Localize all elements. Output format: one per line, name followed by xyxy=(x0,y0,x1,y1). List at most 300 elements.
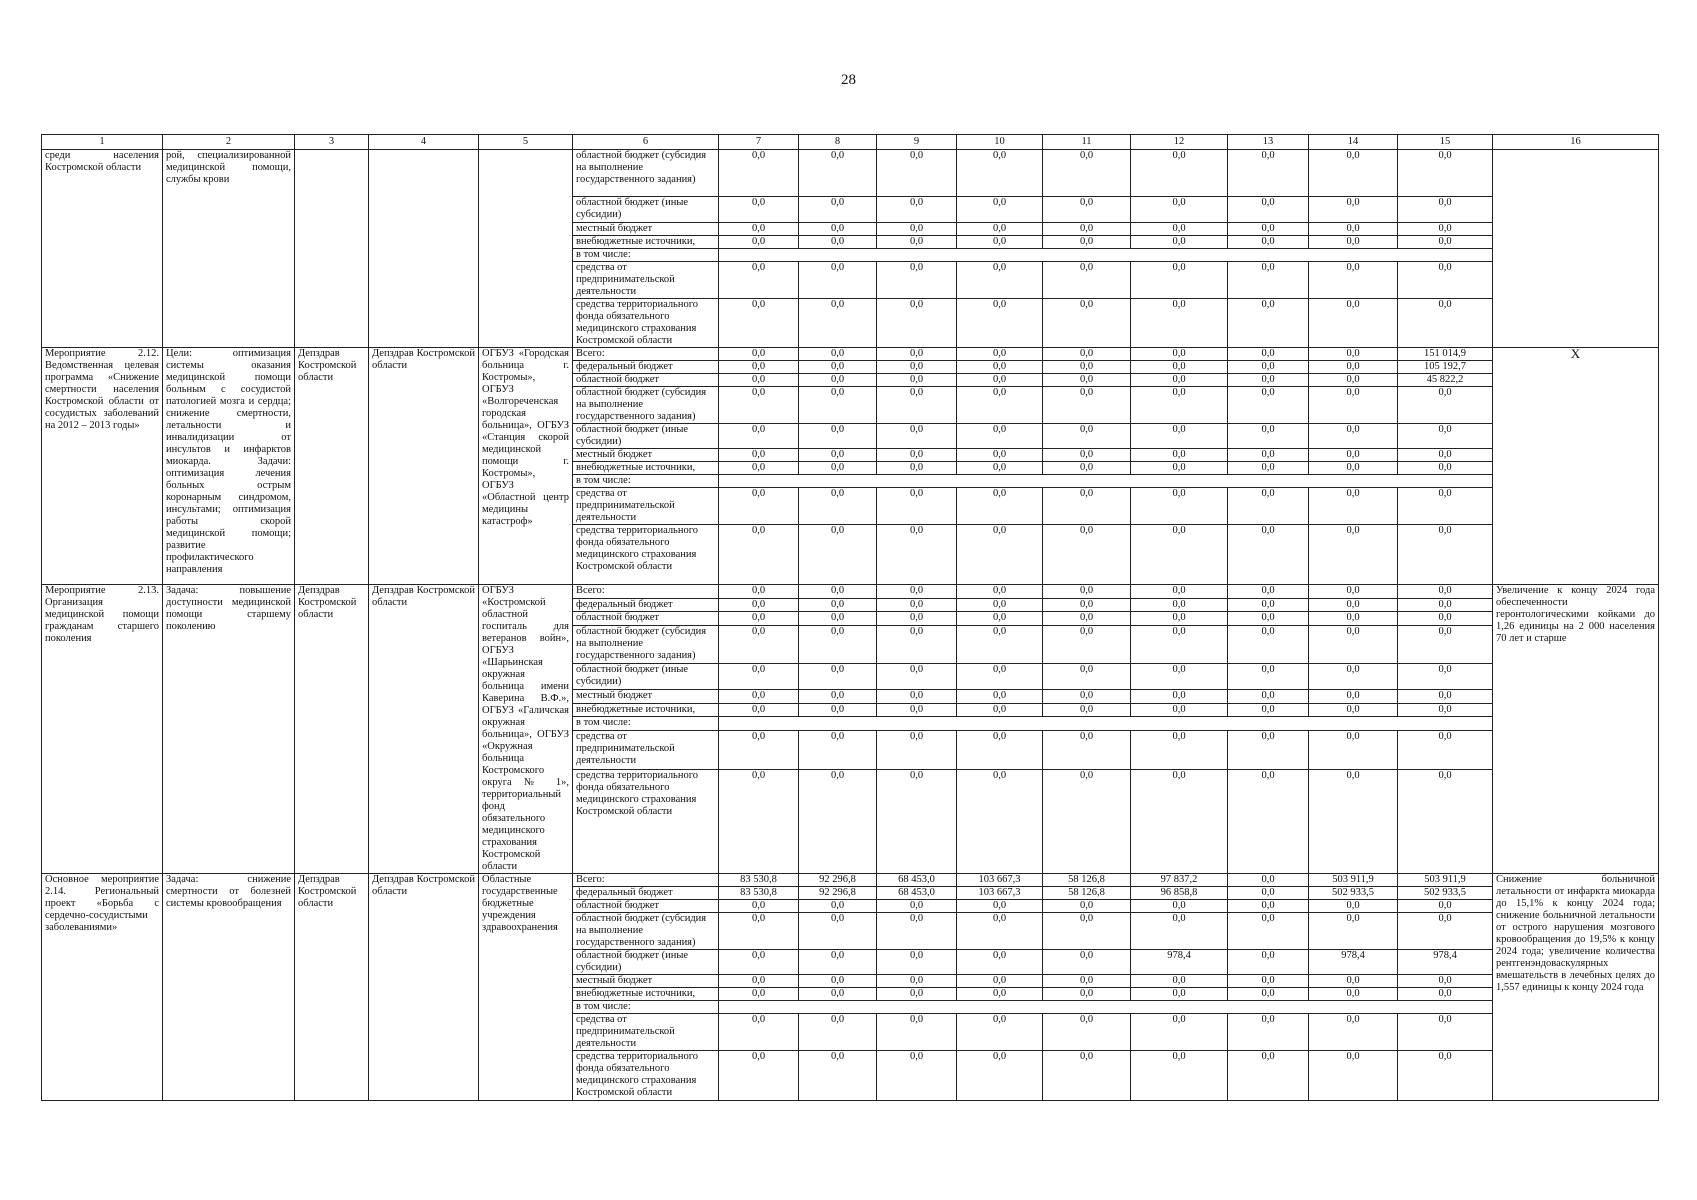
amount-cell: 0,0 xyxy=(1043,988,1131,1001)
amount-cell: 0,0 xyxy=(719,625,799,664)
column-number-4: 4 xyxy=(369,135,479,150)
column-number-8: 8 xyxy=(799,135,877,150)
amount-cell: 0,0 xyxy=(877,223,957,236)
block-col1-cell: Мероприятие 2.13. Организация медицинской помощи гражданам старшего поколения xyxy=(42,585,163,874)
block-col4-cell xyxy=(369,150,479,348)
amount-cell: 0,0 xyxy=(1043,424,1131,449)
amount-cell: 0,0 xyxy=(1043,664,1131,690)
amount-cell: 0,0 xyxy=(877,449,957,462)
amount-cell: 0,0 xyxy=(877,236,957,249)
amount-cell: 0,0 xyxy=(1228,975,1309,988)
amount-cell: 58 126,8 xyxy=(1043,887,1131,900)
amount-cell: 0,0 xyxy=(957,731,1043,770)
amount-cell: 0,0 xyxy=(799,731,877,770)
column-number-2: 2 xyxy=(163,135,295,150)
amount-cell: 0,0 xyxy=(719,703,799,717)
amount-cell: 0,0 xyxy=(877,769,957,873)
funding-source-cell: областной бюджет xyxy=(573,900,719,913)
amount-cell: 0,0 xyxy=(1398,236,1493,249)
amount-cell: 0,0 xyxy=(1398,462,1493,475)
amount-cell: 0,0 xyxy=(719,299,799,348)
amount-cell: 0,0 xyxy=(719,262,799,299)
amount-cell: 0,0 xyxy=(719,975,799,988)
amount-cell: 0,0 xyxy=(1131,462,1228,475)
amount-cell: 103 667,3 xyxy=(957,874,1043,887)
amount-cell: 0,0 xyxy=(1043,585,1131,599)
column-number-10: 10 xyxy=(957,135,1043,150)
amount-cell: 0,0 xyxy=(719,913,799,950)
amount-cell: 0,0 xyxy=(799,988,877,1001)
funding-source-cell: федеральный бюджет xyxy=(573,887,719,900)
amount-cell: 0,0 xyxy=(1228,664,1309,690)
amount-cell: 0,0 xyxy=(1131,690,1228,704)
amount-cell: 0,0 xyxy=(877,585,957,599)
amount-cell: 0,0 xyxy=(799,387,877,424)
amount-cell: 0,0 xyxy=(957,387,1043,424)
amount-cell: 0,0 xyxy=(799,950,877,975)
block-col1-cell: Мероприятие 2.12. Ведомственная целевая программа «Снижение смертности населения Костромской области от сосудистых заболеваний на 2012 – 2013 годы» xyxy=(42,348,163,585)
amount-cell: 0,0 xyxy=(1309,625,1398,664)
amount-cell: 0,0 xyxy=(1131,299,1228,348)
amount-cell: 0,0 xyxy=(1228,197,1309,223)
amount-cell: 0,0 xyxy=(1309,150,1398,197)
amount-cell: 92 296,8 xyxy=(799,887,877,900)
amount-cell: 0,0 xyxy=(1043,299,1131,348)
amount-cell: 0,0 xyxy=(1131,197,1228,223)
amount-cell: 0,0 xyxy=(1043,449,1131,462)
amount-cell: 0,0 xyxy=(799,703,877,717)
amount-cell: 0,0 xyxy=(877,299,957,348)
column-number-3: 3 xyxy=(295,135,369,150)
funding-source-cell: областной бюджет (субсидия на выполнение государственного задания) xyxy=(573,913,719,950)
block-col3-cell xyxy=(295,150,369,348)
amount-cell: 0,0 xyxy=(1043,361,1131,374)
amount-cell: 0,0 xyxy=(1131,769,1228,873)
amount-cell: 0,0 xyxy=(799,664,877,690)
amount-cell: 0,0 xyxy=(957,664,1043,690)
amount-cell: 0,0 xyxy=(799,690,877,704)
amount-cell: 0,0 xyxy=(1398,1014,1493,1051)
funding-source-cell: Всего: xyxy=(573,874,719,887)
amount-cell: 0,0 xyxy=(1228,1014,1309,1051)
amount-cell: 0,0 xyxy=(1398,223,1493,236)
amount-cell: 0,0 xyxy=(1309,769,1398,873)
amount-cell: 0,0 xyxy=(719,361,799,374)
amount-cell: 0,0 xyxy=(957,950,1043,975)
amount-cell: 0,0 xyxy=(1309,598,1398,612)
amount-cell: 0,0 xyxy=(1309,197,1398,223)
funding-source-cell: областной бюджет (субсидия на выполнение государственного задания) xyxy=(573,150,719,197)
amount-cell: 0,0 xyxy=(1309,262,1398,299)
block-col3-cell: Депздрав Костромской области xyxy=(295,348,369,585)
amount-cell: 0,0 xyxy=(1228,913,1309,950)
amount-cell: 58 126,8 xyxy=(1043,874,1131,887)
amount-cell: 0,0 xyxy=(1043,525,1131,585)
funding-source-cell: внебюджетные источники, xyxy=(573,236,719,249)
amount-cell: 0,0 xyxy=(1131,731,1228,770)
column-number-12: 12 xyxy=(1131,135,1228,150)
amount-cell: 0,0 xyxy=(1131,348,1228,361)
amount-cell: 0,0 xyxy=(957,690,1043,704)
amount-cell: 0,0 xyxy=(1043,690,1131,704)
column-number-11: 11 xyxy=(1043,135,1131,150)
amount-cell: 0,0 xyxy=(1228,950,1309,975)
amount-cell: 0,0 xyxy=(1043,975,1131,988)
amount-cell: 105 192,7 xyxy=(1398,361,1493,374)
amount-cell: 0,0 xyxy=(1309,449,1398,462)
amount-cell: 0,0 xyxy=(1309,900,1398,913)
funding-source-cell: областной бюджет (иные субсидии) xyxy=(573,664,719,690)
amount-cell: 0,0 xyxy=(1131,223,1228,236)
amount-cell: 0,0 xyxy=(877,262,957,299)
amount-cell: 0,0 xyxy=(719,424,799,449)
amount-cell: 0,0 xyxy=(1309,1014,1398,1051)
amount-cell: 503 911,9 xyxy=(1398,874,1493,887)
amount-cell: 0,0 xyxy=(1043,703,1131,717)
amount-cell: 0,0 xyxy=(1398,150,1493,197)
amount-cell: 0,0 xyxy=(877,612,957,626)
funding-source-cell: в том числе: xyxy=(573,717,719,731)
amount-cell: 0,0 xyxy=(719,449,799,462)
amount-cell: 0,0 xyxy=(957,703,1043,717)
amount-cell: 0,0 xyxy=(957,150,1043,197)
amount-cell: 0,0 xyxy=(719,1051,799,1101)
amount-cell: 0,0 xyxy=(1131,1051,1228,1101)
amount-cell: 0,0 xyxy=(1398,424,1493,449)
amount-cell: 0,0 xyxy=(1309,348,1398,361)
amount-cell: 0,0 xyxy=(1398,664,1493,690)
empty-values-cell xyxy=(719,1001,1493,1014)
amount-cell: 0,0 xyxy=(1228,874,1309,887)
funding-source-cell: средства от предпринимательской деятельности xyxy=(573,1014,719,1051)
block-result-cell: Х xyxy=(1493,348,1659,585)
amount-cell: 0,0 xyxy=(799,585,877,599)
amount-cell: 83 530,8 xyxy=(719,874,799,887)
amount-cell: 0,0 xyxy=(1131,975,1228,988)
empty-values-cell xyxy=(719,249,1493,262)
amount-cell: 0,0 xyxy=(957,361,1043,374)
amount-cell: 0,0 xyxy=(957,975,1043,988)
amount-cell: 0,0 xyxy=(1043,900,1131,913)
column-number-5: 5 xyxy=(479,135,573,150)
amount-cell: 0,0 xyxy=(1131,900,1228,913)
amount-cell: 0,0 xyxy=(1398,1051,1493,1101)
amount-cell: 0,0 xyxy=(1131,988,1228,1001)
amount-cell: 0,0 xyxy=(957,1014,1043,1051)
column-number-13: 13 xyxy=(1228,135,1309,150)
amount-cell: 0,0 xyxy=(1043,1014,1131,1051)
funding-source-cell: в том числе: xyxy=(573,475,719,488)
amount-cell: 0,0 xyxy=(1131,703,1228,717)
amount-cell: 0,0 xyxy=(877,374,957,387)
amount-cell: 0,0 xyxy=(877,387,957,424)
amount-cell: 0,0 xyxy=(719,585,799,599)
amount-cell: 0,0 xyxy=(877,348,957,361)
empty-values-cell xyxy=(719,717,1493,731)
amount-cell: 0,0 xyxy=(799,1014,877,1051)
column-number-14: 14 xyxy=(1309,135,1398,150)
funding-source-cell: средства территориального фонда обязательного медицинского страхования Костромской области xyxy=(573,1051,719,1101)
amount-cell: 0,0 xyxy=(1228,424,1309,449)
amount-cell: 0,0 xyxy=(1043,387,1131,424)
amount-cell: 0,0 xyxy=(1131,262,1228,299)
amount-cell: 0,0 xyxy=(1131,598,1228,612)
amount-cell: 0,0 xyxy=(957,488,1043,525)
amount-cell: 0,0 xyxy=(719,950,799,975)
amount-cell: 0,0 xyxy=(1228,703,1309,717)
amount-cell: 0,0 xyxy=(877,703,957,717)
funding-source-cell: областной бюджет (субсидия на выполнение государственного задания) xyxy=(573,387,719,424)
block-col1-cell: среди населения Костромской области xyxy=(42,150,163,348)
amount-cell: 0,0 xyxy=(1309,664,1398,690)
amount-cell: 0,0 xyxy=(1228,988,1309,1001)
amount-cell: 0,0 xyxy=(799,424,877,449)
funding-source-cell: внебюджетные источники, xyxy=(573,462,719,475)
amount-cell: 0,0 xyxy=(957,262,1043,299)
amount-cell: 0,0 xyxy=(1043,348,1131,361)
amount-cell: 68 453,0 xyxy=(877,874,957,887)
amount-cell: 0,0 xyxy=(1398,913,1493,950)
amount-cell: 0,0 xyxy=(1309,690,1398,704)
table-row xyxy=(42,874,1659,887)
amount-cell: 0,0 xyxy=(719,612,799,626)
amount-cell: 96 858,8 xyxy=(1131,887,1228,900)
funding-source-cell: Всего: xyxy=(573,348,719,361)
table-row xyxy=(42,585,1659,599)
amount-cell: 0,0 xyxy=(1043,223,1131,236)
block-col1-cell: Основное мероприятие 2.14. Региональный проект «Борьба с сердечно-сосудистыми заболеваниями» xyxy=(42,874,163,1101)
column-number-row xyxy=(42,135,1659,150)
amount-cell: 0,0 xyxy=(1309,975,1398,988)
amount-cell: 0,0 xyxy=(957,769,1043,873)
amount-cell: 0,0 xyxy=(877,361,957,374)
funding-source-cell: средства территориального фонда обязательного медицинского страхования Костромской области xyxy=(573,769,719,873)
amount-cell: 0,0 xyxy=(1398,299,1493,348)
amount-cell: 0,0 xyxy=(877,1014,957,1051)
funding-source-cell: местный бюджет xyxy=(573,449,719,462)
amount-cell: 0,0 xyxy=(1043,488,1131,525)
amount-cell: 0,0 xyxy=(957,913,1043,950)
amount-cell: 0,0 xyxy=(719,488,799,525)
amount-cell: 0,0 xyxy=(957,299,1043,348)
amount-cell: 0,0 xyxy=(957,348,1043,361)
amount-cell: 0,0 xyxy=(799,361,877,374)
funding-source-cell: областной бюджет xyxy=(573,612,719,626)
amount-cell: 0,0 xyxy=(1043,462,1131,475)
amount-cell: 0,0 xyxy=(1131,488,1228,525)
amount-cell: 0,0 xyxy=(877,988,957,1001)
amount-cell: 0,0 xyxy=(957,988,1043,1001)
amount-cell: 978,4 xyxy=(1309,950,1398,975)
amount-cell: 0,0 xyxy=(957,424,1043,449)
amount-cell: 0,0 xyxy=(719,731,799,770)
amount-cell: 0,0 xyxy=(1309,525,1398,585)
amount-cell: 0,0 xyxy=(1398,488,1493,525)
amount-cell: 0,0 xyxy=(799,488,877,525)
amount-cell: 0,0 xyxy=(1043,950,1131,975)
amount-cell: 0,0 xyxy=(1228,348,1309,361)
page-number: 28 xyxy=(841,72,856,88)
amount-cell: 0,0 xyxy=(1228,462,1309,475)
amount-cell: 0,0 xyxy=(799,769,877,873)
amount-cell: 0,0 xyxy=(1228,387,1309,424)
amount-cell: 0,0 xyxy=(1309,731,1398,770)
amount-cell: 0,0 xyxy=(1228,150,1309,197)
amount-cell: 0,0 xyxy=(1309,361,1398,374)
amount-cell: 0,0 xyxy=(1043,612,1131,626)
amount-cell: 0,0 xyxy=(1228,262,1309,299)
block-col4-cell: Депздрав Костромской области xyxy=(369,348,479,585)
amount-cell: 0,0 xyxy=(719,525,799,585)
amount-cell: 0,0 xyxy=(877,197,957,223)
amount-cell: 0,0 xyxy=(1398,598,1493,612)
amount-cell: 0,0 xyxy=(719,223,799,236)
amount-cell: 0,0 xyxy=(1131,424,1228,449)
amount-cell: 0,0 xyxy=(957,449,1043,462)
amount-cell: 0,0 xyxy=(1398,262,1493,299)
amount-cell: 0,0 xyxy=(1398,690,1493,704)
column-number-7: 7 xyxy=(719,135,799,150)
amount-cell: 0,0 xyxy=(1309,223,1398,236)
amount-cell: 978,4 xyxy=(1398,950,1493,975)
amount-cell: 0,0 xyxy=(719,348,799,361)
amount-cell: 0,0 xyxy=(1398,975,1493,988)
funding-source-cell: областной бюджет xyxy=(573,374,719,387)
amount-cell: 503 911,9 xyxy=(1309,874,1398,887)
amount-cell: 0,0 xyxy=(1309,913,1398,950)
amount-cell: 0,0 xyxy=(799,262,877,299)
block-col5-cell: Областные государственные бюджетные учреждения здравоохранения xyxy=(479,874,573,1101)
amount-cell: 0,0 xyxy=(1043,197,1131,223)
column-number-6: 6 xyxy=(573,135,719,150)
amount-cell: 0,0 xyxy=(957,598,1043,612)
funding-source-cell: средства от предпринимательской деятельности xyxy=(573,731,719,770)
amount-cell: 0,0 xyxy=(1131,612,1228,626)
amount-cell: 0,0 xyxy=(1131,585,1228,599)
amount-cell: 0,0 xyxy=(799,197,877,223)
amount-cell: 0,0 xyxy=(957,585,1043,599)
amount-cell: 0,0 xyxy=(1398,731,1493,770)
column-number-16: 16 xyxy=(1493,135,1659,150)
amount-cell: 0,0 xyxy=(719,374,799,387)
block-col5-cell: ОГБУЗ «Костромской областной госпиталь для ветеранов войн», ОГБУЗ «Шарьинская окружная больница имени Каверина В.Ф.», ОГБУЗ «Галичская окружная больница», ОГБУЗ «Окружная больница Костромского округа № 1», территориальный фонд обязательного медицинского страхования Костромской области xyxy=(479,585,573,874)
amount-cell: 0,0 xyxy=(1228,449,1309,462)
amount-cell: 0,0 xyxy=(877,664,957,690)
amount-cell: 0,0 xyxy=(1309,299,1398,348)
amount-cell: 0,0 xyxy=(1043,150,1131,197)
amount-cell: 0,0 xyxy=(1309,1051,1398,1101)
funding-source-cell: областной бюджет (иные субсидии) xyxy=(573,197,719,223)
amount-cell: 0,0 xyxy=(1228,598,1309,612)
amount-cell: 0,0 xyxy=(877,1051,957,1101)
amount-cell: 0,0 xyxy=(957,236,1043,249)
amount-cell: 0,0 xyxy=(1228,585,1309,599)
funding-source-cell: федеральный бюджет xyxy=(573,361,719,374)
amount-cell: 0,0 xyxy=(1131,150,1228,197)
amount-cell: 45 822,2 xyxy=(1398,374,1493,387)
amount-cell: 0,0 xyxy=(1043,598,1131,612)
amount-cell: 0,0 xyxy=(1131,387,1228,424)
funding-source-cell: областной бюджет (субсидия на выполнение государственного задания) xyxy=(573,625,719,664)
amount-cell: 0,0 xyxy=(1309,703,1398,717)
amount-cell: 0,0 xyxy=(799,975,877,988)
block-result-cell: Увеличение к концу 2024 года обеспеченности геронтологическими койками до 1,26 единицы на 2 000 населения 70 лет и старше xyxy=(1493,585,1659,874)
amount-cell: 0,0 xyxy=(719,236,799,249)
amount-cell: 0,0 xyxy=(719,690,799,704)
amount-cell: 0,0 xyxy=(1131,913,1228,950)
amount-cell: 92 296,8 xyxy=(799,874,877,887)
amount-cell: 0,0 xyxy=(1228,236,1309,249)
amount-cell: 0,0 xyxy=(799,900,877,913)
amount-cell: 0,0 xyxy=(799,299,877,348)
amount-cell: 0,0 xyxy=(799,1051,877,1101)
amount-cell: 0,0 xyxy=(1398,900,1493,913)
amount-cell: 0,0 xyxy=(1309,612,1398,626)
amount-cell: 0,0 xyxy=(877,598,957,612)
amount-cell: 0,0 xyxy=(1309,387,1398,424)
amount-cell: 0,0 xyxy=(1228,690,1309,704)
amount-cell: 502 933,5 xyxy=(1398,887,1493,900)
amount-cell: 0,0 xyxy=(719,150,799,197)
block-result-cell xyxy=(1493,150,1659,348)
amount-cell: 0,0 xyxy=(799,223,877,236)
amount-cell: 0,0 xyxy=(1043,913,1131,950)
amount-cell: 0,0 xyxy=(1398,769,1493,873)
amount-cell: 0,0 xyxy=(1131,449,1228,462)
amount-cell: 0,0 xyxy=(877,525,957,585)
amount-cell: 0,0 xyxy=(1398,197,1493,223)
block-col3-cell: Депздрав Костромской области xyxy=(295,874,369,1101)
amount-cell: 0,0 xyxy=(877,731,957,770)
amount-cell: 0,0 xyxy=(957,374,1043,387)
amount-cell: 0,0 xyxy=(877,462,957,475)
amount-cell: 0,0 xyxy=(1043,374,1131,387)
amount-cell: 0,0 xyxy=(877,950,957,975)
amount-cell: 0,0 xyxy=(1131,361,1228,374)
amount-cell: 0,0 xyxy=(877,488,957,525)
amount-cell: 0,0 xyxy=(1228,525,1309,585)
amount-cell: 0,0 xyxy=(719,387,799,424)
amount-cell: 0,0 xyxy=(799,449,877,462)
funding-source-cell: внебюджетные источники, xyxy=(573,703,719,717)
amount-cell: 0,0 xyxy=(957,612,1043,626)
amount-cell: 0,0 xyxy=(957,900,1043,913)
table-row xyxy=(42,150,1659,197)
amount-cell: 0,0 xyxy=(1228,299,1309,348)
amount-cell: 0,0 xyxy=(1043,262,1131,299)
block-col5-cell xyxy=(479,150,573,348)
amount-cell: 0,0 xyxy=(1228,488,1309,525)
amount-cell: 0,0 xyxy=(1309,462,1398,475)
amount-cell: 151 014,9 xyxy=(1398,348,1493,361)
amount-cell: 0,0 xyxy=(799,913,877,950)
block-col4-cell: Депздрав Костромской области xyxy=(369,874,479,1101)
funding-source-cell: в том числе: xyxy=(573,249,719,262)
amount-cell: 0,0 xyxy=(877,975,957,988)
column-number-9: 9 xyxy=(877,135,957,150)
amount-cell: 0,0 xyxy=(1309,585,1398,599)
amount-cell: 0,0 xyxy=(1309,374,1398,387)
amount-cell: 0,0 xyxy=(719,988,799,1001)
amount-cell: 0,0 xyxy=(799,150,877,197)
amount-cell: 978,4 xyxy=(1131,950,1228,975)
funding-source-cell: средства территориального фонда обязательного медицинского страхования Костромской области xyxy=(573,299,719,348)
amount-cell: 0,0 xyxy=(1131,625,1228,664)
amount-cell: 0,0 xyxy=(799,462,877,475)
funding-source-cell: Всего: xyxy=(573,585,719,599)
amount-cell: 97 837,2 xyxy=(1131,874,1228,887)
amount-cell: 0,0 xyxy=(1228,223,1309,236)
